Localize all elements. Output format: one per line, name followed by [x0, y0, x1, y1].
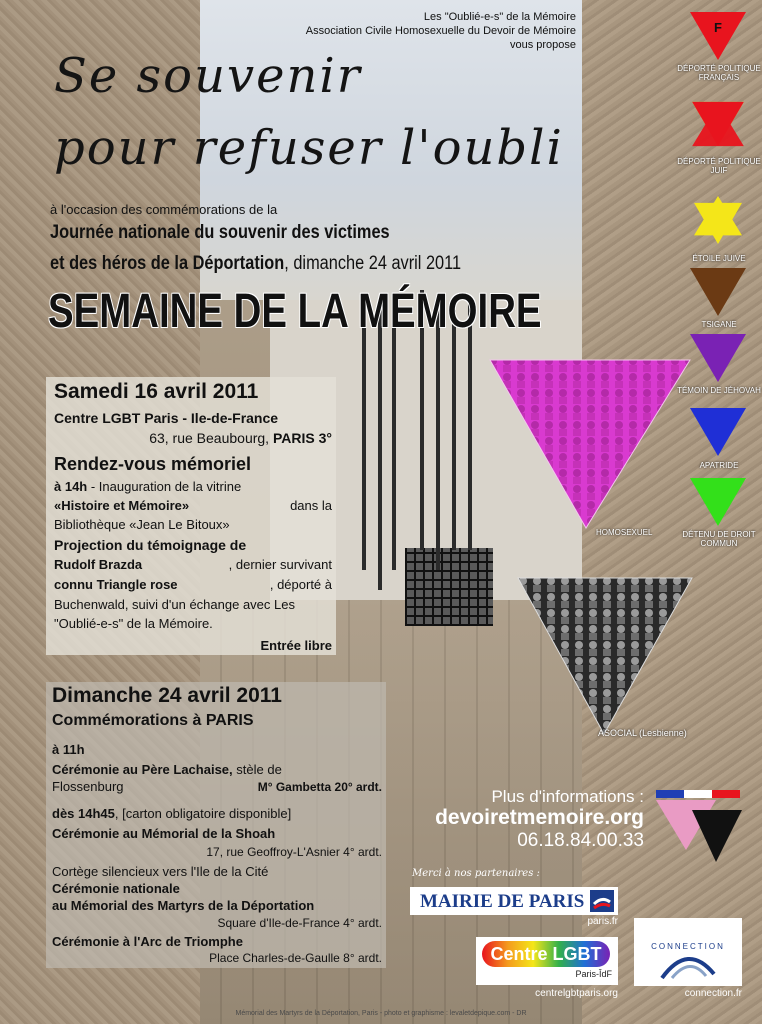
badge-label-6: APATRIDE: [699, 461, 739, 470]
mairie-de-paris-logo[interactable]: [410, 887, 618, 915]
pink-triangle-label: HOMOSEXUEL: [596, 528, 653, 537]
saturday-line-2-bold: «Histoire et Mémoire»: [54, 498, 190, 513]
connection-name: CONNECTION: [651, 942, 725, 951]
sunday-metro: M° Gambetta 20° ardt.: [257, 780, 382, 794]
badge-triangle-6: [690, 408, 746, 456]
association-logo: [654, 788, 744, 866]
connection-swoosh-icon: [658, 948, 718, 982]
connection-url[interactable]: connection.fr: [684, 988, 742, 999]
sunday-ceremony-2-address: 17, rue Geoffroy-L'Asnier 4° ardt.: [206, 845, 382, 859]
sunday-ceremony-1b: Flossenburg: [52, 779, 124, 794]
badge-label-2: DÉPORTÉ POLITIQUE JUIF: [677, 157, 761, 175]
lgbt-url[interactable]: centrelgbtparis.org: [535, 988, 618, 999]
saturday-free-entry: Entrée libre: [260, 638, 332, 653]
saturday-rdv: Rendez-vous mémoriel: [54, 454, 252, 474]
saturday-date: Samedi 16 avril 2011: [54, 380, 259, 403]
header-line-1: Les "Oublié-e-s" de la Mémoire: [423, 11, 576, 23]
sunday-time-2-rest: , [carton obligatoire disponible]: [114, 806, 292, 821]
sunday-time-2: [52, 806, 291, 821]
black-triangle-label: ASOCIAL (Lesbienne): [598, 728, 687, 738]
sunday-date: Dimanche 24 avril 2011: [52, 684, 282, 707]
sunday-ceremony-3b: au Mémorial des Martyrs de la Déportation: [52, 898, 315, 913]
centre-lgbt-logo[interactable]: [476, 937, 618, 985]
saturday-line-2-rest: dans la: [290, 498, 332, 513]
sunday-ceremony-4: Cérémonie à l'Arc de Triomphe: [52, 934, 243, 949]
saturday-line-5: [54, 557, 332, 572]
saturday-line-5-rest: , dernier survivant: [228, 557, 332, 572]
sunday-ceremony-1: [52, 762, 282, 777]
sunday-ceremony-3-address: Square d'Ile-de-France 4° ardt.: [217, 916, 382, 930]
photo-credit: Mémorial des Martyrs de la Déportation, Paris - photo et graphisme : levaletdepique.com - DR: [235, 1010, 527, 1017]
sunday-cortege: Cortège silencieux vers l'Ile de la Cité: [52, 864, 269, 879]
intro-line-3-rest: , dimanche 24 avril 2011: [284, 253, 462, 274]
saturday-line-6: [54, 577, 332, 592]
info-website[interactable]: devoiretmemoire.org: [435, 806, 644, 829]
lgbt-sub: Paris-ÎdF: [575, 969, 612, 979]
sunday-time-1: à 11h: [52, 742, 85, 757]
badge-triangle-2: [690, 100, 746, 148]
saturday-address-prefix: 63, rue Beaubourg,: [149, 430, 273, 446]
pink-triangle-homosexuel: [486, 356, 692, 532]
saturday-line-6-bold: connu Triangle rose: [54, 577, 178, 592]
saturday-address-bold: PARIS 3°: [272, 430, 332, 446]
saturday-line-1: [54, 479, 241, 494]
header-line-2: Association Civile Homosexuelle du Devoir de Mémoire: [305, 25, 576, 37]
mairie-ship-icon: [590, 890, 614, 912]
badge-triangle-1: [690, 12, 746, 60]
mairie-name: MAIRIE DE PARIS: [420, 891, 585, 912]
title-line-1: Se souvenir: [54, 48, 362, 104]
sunday-time-2-bold: dès 14h45: [52, 806, 115, 821]
black-triangle-asocial: [516, 576, 694, 738]
saturday-venue: Centre LGBT Paris - Ile-de-France: [54, 410, 279, 426]
badge-label-1: DÉPORTÉ POLITIQUE FRANÇAIS: [677, 64, 761, 82]
badge-triangle-7: [690, 478, 746, 526]
title-line-2: pour refuser l'oubli: [54, 120, 564, 176]
saturday-line-8: "Oublié-e-s" de la Mémoire.: [54, 616, 213, 631]
saturday-line-7: Buchenwald, suivi d'un échange avec Les: [54, 597, 295, 612]
iron-gate: [405, 548, 493, 626]
intro-line-3: [50, 253, 461, 275]
partners-thanks: Merci à nos partenaires :: [412, 868, 540, 879]
intro-line-3-bold: et des héros de la Déportation: [50, 253, 285, 274]
mairie-url[interactable]: paris.fr: [587, 916, 618, 927]
badge-label-4: TSIGANE: [701, 320, 737, 329]
sunday-subtitle: Commémorations à PARIS: [52, 712, 254, 729]
intro-line-2: Journée nationale du souvenir des victimes: [50, 222, 390, 243]
badge-label-7: DÉTENU DE DROIT COMMUN: [682, 530, 756, 548]
header-text: [300, 10, 576, 52]
saturday-line-6-rest: , déporté à: [269, 577, 332, 592]
saturday-line-5-bold: Rudolf Brazda: [54, 557, 143, 572]
saturday-line-4: Projection du témoignage de: [54, 537, 247, 553]
badge-label-5: TÉMOIN DE JÉHOVAH: [677, 386, 761, 395]
info-phone: 06.18.84.00.33: [517, 830, 644, 851]
saturday-line-2: [54, 498, 332, 513]
badge-triangle-4: [690, 268, 746, 316]
intro-line-1: à l'occasion des commémorations de la: [50, 202, 278, 217]
badge-letter-f: F: [714, 20, 722, 35]
header-line-3: vous propose: [509, 39, 576, 51]
sunday-ceremony-3a: Cérémonie nationale: [52, 881, 180, 896]
saturday-line-3: Bibliothèque «Jean Le Bitoux»: [54, 517, 230, 532]
sunday-ceremony-2: Cérémonie au Mémorial de la Shoah: [52, 826, 276, 841]
saturday-address: [54, 430, 332, 446]
headline: SEMAINE DE LA MÉMOIRE: [48, 285, 542, 338]
lgbt-name: Centre LGBT: [490, 944, 602, 964]
badge-triangle-5: [690, 334, 746, 382]
sunday-ceremony-4-address: Place Charles-de-Gaulle 8° ardt.: [209, 951, 382, 965]
badge-label-3: ÉTOILE JUIVE: [692, 254, 746, 263]
saturday-time: à 14h: [54, 479, 88, 494]
sunday-ceremony-1-rest: stèle de: [232, 762, 282, 777]
sunday-ceremony-1-bold: Cérémonie au Père Lachaise,: [52, 762, 233, 777]
connection-logo[interactable]: [634, 918, 742, 986]
badge-triangle-3: [690, 196, 746, 244]
saturday-line-1-rest: - Inauguration de la vitrine: [87, 479, 242, 494]
info-label: Plus d'informations :: [491, 787, 644, 806]
